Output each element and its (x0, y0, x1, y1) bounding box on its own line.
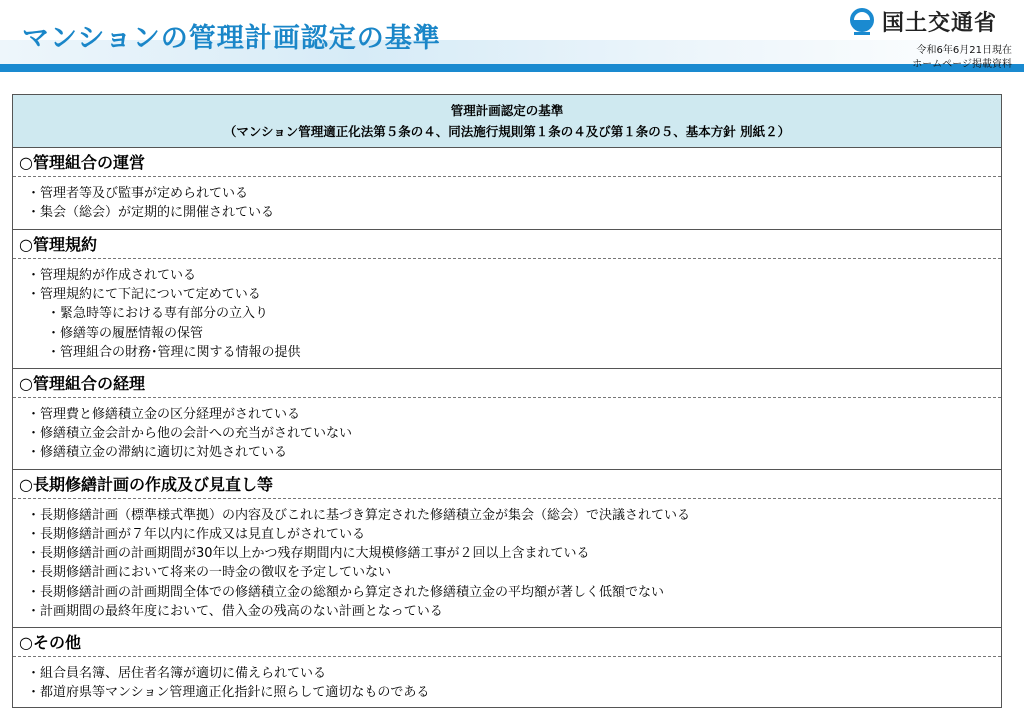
table-header-subtitle: （マンション管理適正化法第５条の４、同法施行規則第１条の４及び第１条の５、基本方針 別紙２） (223, 123, 791, 139)
header-rule (0, 64, 1024, 72)
list-item: ・集会（総会）が定期的に開催されている (27, 205, 275, 221)
logo-text: 国土交通省 (882, 11, 998, 36)
list-item: ・長期修繕計画において将来の一時金の徴収を予定していない (27, 565, 392, 581)
list-item: ・管理費と修繕積立金の区分経理がされている (27, 406, 301, 422)
page-header (0, 0, 1024, 76)
list-item: ・組合員名簿、居住者名簿が適切に備えられている (27, 665, 327, 681)
criteria-table (12, 94, 1002, 708)
list-subitem: ・修繕等の履歴情報の保管 (47, 325, 204, 341)
section-title-accounting: ○管理組合の経理 (13, 369, 1001, 398)
list-subitem: ・管理組合の財務･管理に関する情報の提供 (47, 344, 301, 360)
date-label: 令和6年6月21日現在 (916, 45, 1012, 56)
list-item: ・管理規約にて下記について定めている (27, 287, 261, 303)
table-header (13, 95, 1001, 148)
section-body-other (13, 657, 1001, 707)
list-item: ・長期修繕計画（標準様式準拠）の内容及びこれに基づき算定された修繕積立金が集会（総会）で決議されている (27, 507, 691, 523)
list-item: ・管理者等及び監事が定められている (27, 185, 249, 201)
ministry-emblem-icon (848, 7, 876, 37)
section-title-management: ○管理組合の運営 (13, 148, 1001, 177)
section-body-repair-plan (13, 499, 1001, 628)
section-body-accounting (13, 398, 1001, 470)
list-item: ・長期修繕計画の計画期間が30年以上かつ残存期間内に大規模修繕工事が２回以上含まれている (27, 546, 590, 562)
section-title-bylaws: ○管理規約 (13, 230, 1001, 259)
list-item: ・管理規約が作成されている (27, 267, 197, 283)
ministry-logo (848, 6, 997, 37)
header-meta (912, 44, 1012, 72)
list-item: ・長期修繕計画が７年以内に作成又は見直しがされている (27, 526, 366, 542)
page-title: マンションの管理計画認定の基準 (22, 23, 441, 54)
list-subitem: ・緊急時等における専有部分の立入り (47, 306, 269, 322)
list-item: ・計画期間の最終年度において、借入金の残高のない計画となっている (27, 603, 443, 619)
section-title-repair-plan: ○長期修繕計画の作成及び見直し等 (13, 470, 1001, 499)
table-header-title: 管理計画認定の基準 (450, 102, 564, 118)
list-item: ・都道府県等マンション管理適正化指針に照らして適切なものである (27, 684, 430, 700)
note-label: ホームページ掲載資料 (912, 59, 1012, 70)
list-item: ・修繕積立金の滞納に適切に対処されている (27, 445, 288, 461)
list-item: ・修繕積立金会計から他の会計への充当がされていない (27, 425, 353, 441)
section-body-bylaws (13, 259, 1001, 369)
section-body-management (13, 177, 1001, 230)
section-title-other: ○その他 (13, 628, 1001, 657)
list-item: ・長期修繕計画の計画期間全体での修繕積立金の総額から算定された修繕積立金の平均額が著しく低額でない (27, 584, 665, 600)
